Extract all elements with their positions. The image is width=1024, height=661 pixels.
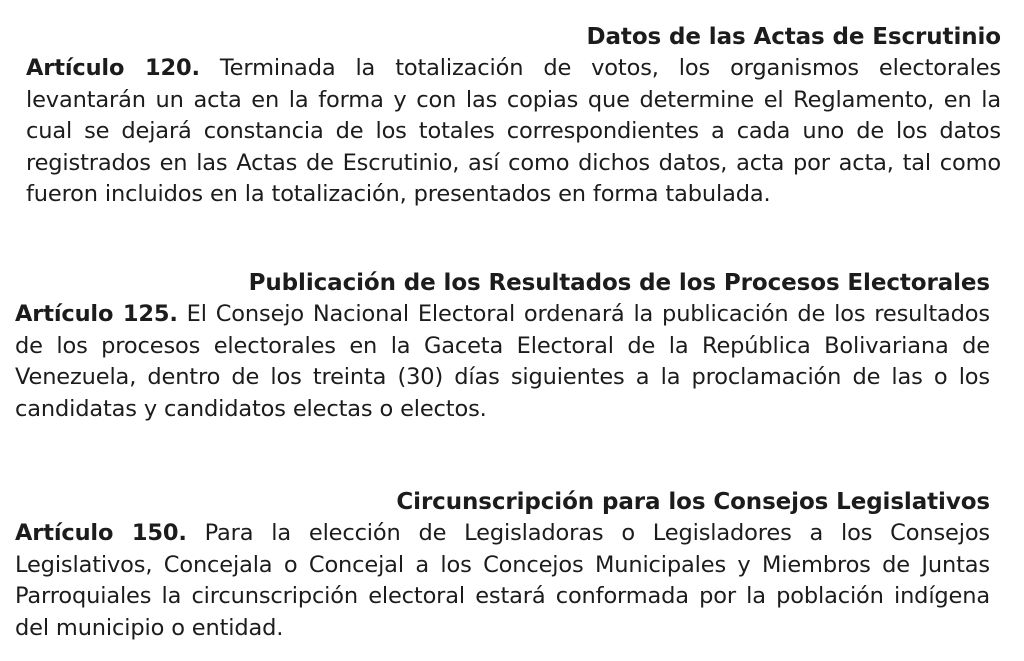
article-125-text: El Consejo Nacional Electoral ordenará la publicación de los resultados de los procesos electorales en la Gaceta Electoral de la República Bolivariana de Venezuela, dentro de los treinta (30) días siguientes a la proclamación de las o los candidatas y candidatos electas o electos. — [15, 301, 990, 422]
article-125-body — [15, 299, 990, 425]
article-125-section — [15, 268, 990, 425]
article-150-text: Para la elección de Legisladoras o Legisladores a los Consejos Legislativos, Concejala o Concejal a los Concejos Municipales y Miembros de Juntas Parroquiales la circunscripción electoral estará conformada por la población indígena del municipio o entidad. — [15, 520, 991, 641]
article-120-text: Terminada la totalización de votos, los organismos electorales levantarán un acta en la forma y con las copias que determine el Reglamento, en la cual se dejará constancia de los totales correspondientes a cada uno de los datos registrados en las Actas de Escrutinio, así como dichos datos, acta por acta, tal como fueron incluidos en la totalización, presentados en forma tabulada. — [26, 55, 1001, 207]
article-150-heading: Circunscripción para los Consejos Legislativos — [396, 489, 990, 515]
article-120-heading: Datos de las Actas de Escrutinio — [586, 24, 1001, 50]
article-150-section — [15, 487, 990, 644]
article-125-label: Artículo 125. — [15, 301, 178, 327]
article-125-heading: Publicación de los Resultados de los Procesos Electorales — [248, 270, 990, 296]
article-150-body — [15, 518, 990, 644]
article-120-body — [26, 53, 1001, 211]
article-150-label: Artículo 150. — [15, 520, 187, 546]
article-120-label: Artículo 120. — [26, 55, 200, 81]
article-120-section — [26, 22, 1001, 211]
